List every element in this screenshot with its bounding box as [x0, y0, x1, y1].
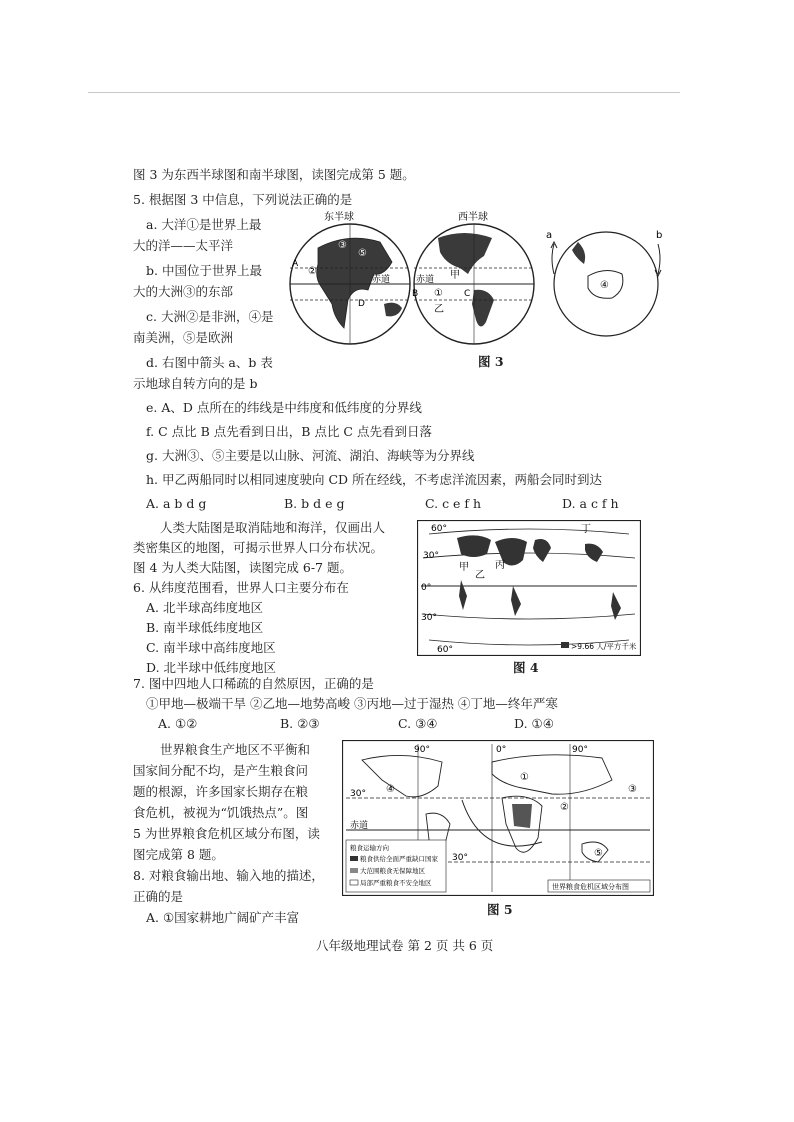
q5-b-line1: b. 中国位于世界上最: [146, 263, 262, 278]
q8-stem-line1: 8. 对粮食输出地、输入地的描述，: [133, 868, 324, 883]
region-bing: 丙: [495, 560, 505, 571]
intro5-line1: 世界粮食生产地区不平衡和: [160, 742, 311, 757]
legend-shortage: 粮食供给全面严重缺口国家: [360, 855, 438, 863]
figure-5-food-crisis-map: [342, 740, 654, 896]
circled-1: ①: [520, 772, 529, 783]
q5-option-c: C. c e f h: [425, 496, 482, 511]
label-4: ④: [600, 280, 609, 291]
q5-option-a: A. a b d g: [146, 496, 207, 511]
circled-2: ②: [560, 802, 569, 813]
legend-insecurity-wide: 大范围粮食无保障地区: [360, 867, 425, 875]
legend-insecurity-local: 局部严重粮食不安全地区: [360, 879, 432, 887]
lat-30n-fig5: 30°: [350, 789, 366, 799]
intro4-line1: 人类大陆图是取消陆地和海洋，仅画出人: [160, 520, 386, 535]
q5-stem: 5. 根据图 3 中信息，下列说法正确的是: [133, 192, 353, 207]
ship-jia: 甲: [450, 270, 460, 281]
intro-fig3: 图 3 为东西半球图和南半球图，读图完成第 5 题。: [133, 167, 415, 182]
intro5-line3: 题的根源，许多国家长期存在粮: [133, 784, 309, 799]
circled-5: ⑤: [594, 848, 603, 859]
q7-stem: 7. 图中四地人口稀疏的自然原因，正确的是: [133, 676, 374, 691]
lon-90w: 90°: [414, 745, 430, 755]
q6-option-a: A. 北半球高纬度地区: [146, 600, 263, 615]
q5-d-line1: d. 右图中箭头 a、b 表: [146, 355, 273, 370]
q6-option-b: B. 南半球低纬度地区: [146, 620, 264, 635]
region-jia: 甲: [459, 562, 469, 573]
label-1: ①: [434, 288, 443, 299]
ship-yi: 乙: [434, 304, 444, 315]
arrow-b-label: b: [656, 230, 663, 241]
intro4-line3: 图 4 为人类大陆图，读图完成 6-7 题。: [133, 560, 352, 575]
east-hemisphere-label: 东半球: [324, 212, 354, 223]
q7-option-b: B. ②③: [280, 716, 320, 731]
fig4-legend: >9.66 人/平方千米: [571, 642, 637, 651]
point-a: A: [292, 259, 299, 269]
point-d: D: [358, 299, 365, 309]
q5-c-line2: 南美洲，⑤是欧洲: [133, 330, 234, 345]
lat-60s: 60°: [437, 645, 453, 655]
q8-stem-line2: 正确的是: [133, 889, 184, 904]
west-hemisphere-label: 西半球: [458, 212, 488, 223]
q7-option-a: A. ①②: [158, 716, 198, 731]
q5-c-line1: c. 大洲②是非洲，④是: [146, 309, 274, 324]
top-rule: [88, 92, 680, 93]
figure-4-caption: 图 4: [513, 660, 539, 675]
q5-f: f. C 点比 B 点先看到日出，B 点比 C 点先看到日落: [146, 424, 432, 439]
intro5-line6: 图完成第 8 题。: [133, 847, 224, 862]
lat-30n: 30°: [423, 551, 439, 561]
arrow-a-label: a: [546, 230, 553, 241]
intro5-line4: 食危机，被视为“饥饿热点”。图: [133, 805, 309, 820]
figure-5-caption: 图 5: [487, 902, 513, 917]
q6-option-c: C. 南半球中高纬度地区: [146, 640, 276, 655]
lon-0: 0°: [496, 745, 507, 755]
q5-option-d: D. a c f h: [562, 496, 619, 511]
page-footer: 八年级地理试卷 第 2 页 共 6 页: [316, 938, 494, 953]
q6-stem: 6. 从纬度范围看，世界人口主要分布在: [133, 580, 349, 595]
region-ding: 丁: [581, 524, 591, 535]
intro5-line2: 国家间分配不均，是产生粮食问: [133, 763, 309, 778]
lat-30s: 30°: [421, 613, 437, 623]
intro5-line5: 5 为世界粮食危机区域分布图，读: [133, 826, 320, 841]
lat-60n: 60°: [431, 524, 447, 534]
label-5: ⑤: [358, 248, 367, 259]
q5-a-line1: a. 大洋①是世界上最: [146, 217, 262, 232]
region-yi: 乙: [475, 570, 485, 581]
q7-items: ①甲地—极端干旱 ②乙地—地势高峻 ③丙地—过于湿热 ④丁地—终年严寒: [146, 696, 558, 711]
q5-b-line2: 大的大洲③的东部: [133, 284, 234, 299]
intro4-line2: 类密集区的地图，可揭示世界人口分布状况。: [133, 540, 384, 555]
figure-3-caption: 图 3: [478, 354, 504, 369]
q5-g: g. 大洲③、⑤主要是以山脉、河流、湖泊、海峡等为分界线: [146, 448, 475, 463]
point-b: B: [412, 289, 419, 299]
q5-e: e. A、D 点所在的纬线是中纬度和低纬度的分界线: [146, 400, 422, 415]
equator-label-east: 赤道: [372, 275, 391, 285]
q5-option-b: B. b d e g: [284, 496, 345, 511]
q5-d-line2: 示地球自转方向的是 b: [133, 376, 258, 391]
figure-3-hemispheres: [288, 208, 668, 360]
lat-0: 0°: [421, 583, 432, 593]
equator-label-fig5: 赤道: [350, 821, 369, 831]
circled-3: ③: [628, 784, 637, 795]
label-3: ③: [338, 240, 347, 251]
lat-30s-fig5: 30°: [452, 853, 468, 863]
point-c: C: [464, 289, 471, 299]
figure-4-human-continent-map: [417, 520, 641, 656]
q7-option-c: C. ③④: [398, 716, 438, 731]
equator-label-west: 赤道: [416, 275, 435, 285]
q7-option-d: D. ①④: [514, 716, 554, 731]
q5-a-line2: 大的洋——太平洋: [133, 238, 234, 253]
label-2: ②: [308, 266, 317, 277]
fig5-map-title: 世界粮食危机区域分布图: [552, 883, 629, 891]
lon-90e: 90°: [572, 745, 588, 755]
q6-option-d: D. 北半球中低纬度地区: [146, 660, 277, 675]
circled-4: ④: [386, 784, 395, 795]
legend-transport: 粮食运输方向: [350, 844, 389, 852]
q8-option-a: A. ①国家耕地广阔矿产丰富: [146, 910, 300, 925]
q5-h: h. 甲乙两船同时以相同速度驶向 CD 所在经线，不考虑洋流因素，两船会同时到达: [146, 472, 603, 487]
